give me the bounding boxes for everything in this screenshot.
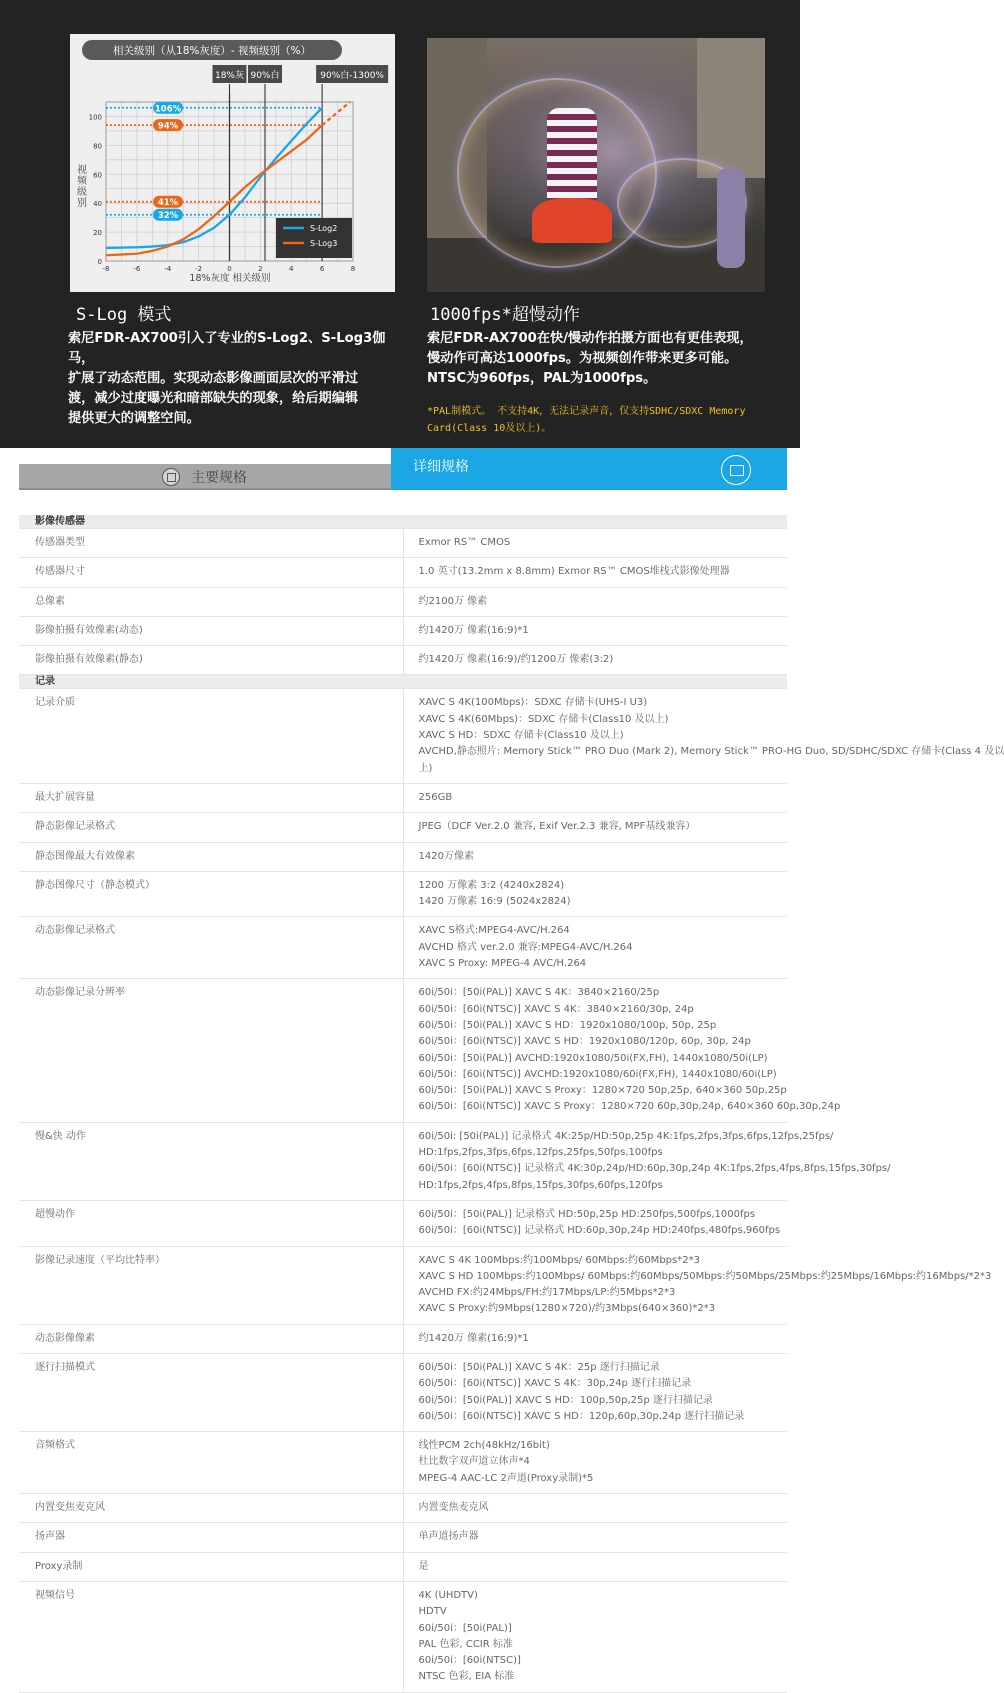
spec-value-line: AVCHD 格式 ver.2.0 兼容:MPEG4-AVC/H.264 <box>418 941 633 953</box>
spec-row <box>19 616 787 645</box>
tab-main-specs[interactable] <box>19 464 391 490</box>
footnote-line-2: Card(Class 10及以上)。 <box>427 423 552 434</box>
document-icon <box>721 455 751 485</box>
spec-value <box>403 587 787 616</box>
red-skirt <box>532 198 612 243</box>
y-tick-label: 20 <box>93 229 102 238</box>
bubble-photo <box>427 38 765 292</box>
spec-value <box>403 616 787 645</box>
spec-table <box>19 515 1004 1693</box>
spec-value-line: 60i/50i：[50i(PAL)] XAVC S 4K：25p 逐行扫描记录 <box>418 1361 660 1373</box>
spec-row <box>19 689 787 783</box>
slog-line-1: 索尼FDR-AX700引入了专业的S-Log2、S-Log3伽马， <box>68 331 386 366</box>
spec-table-body <box>19 515 1004 1692</box>
spec-value-line: 杜比数字双声道立体声*4 <box>418 1456 530 1468</box>
spec-label: 最大扩展容量 <box>19 783 403 812</box>
section-spacer <box>403 515 787 529</box>
spec-label: 传感器尺寸 <box>19 558 403 587</box>
section-title: 记录 <box>19 675 403 689</box>
spec-value-line: 60i/50i：[60i(NTSC)] <box>418 1655 521 1667</box>
spec-value-line: NTSC 色彩, EIA 标准 <box>418 1671 515 1683</box>
x-tick-label: -2 <box>195 265 203 273</box>
y-tick-label: 0 <box>97 258 102 266</box>
x-tick-label: 8 <box>350 265 356 273</box>
spec-value-line: AVCHD FX:约24Mbps/FH:约17Mbps/LP:约5Mbps*2*3 <box>418 1287 676 1299</box>
spec-value-line: 1.0 英寸(13.2mm x 8.8mm) Exmor RS™ CMOS堆栈式影像处理器 <box>418 566 730 578</box>
legend-label: S-Log2 <box>310 224 338 233</box>
spec-value-line: 60i/50i：[60i(NTSC)] XAVC S Proxy：1280×720 60p,30p,24p, 640×360 60p,30p,24p <box>418 1101 841 1113</box>
spec-value-line: 线性PCM 2ch(48kHz/16bit) <box>418 1440 550 1452</box>
spec-value <box>403 1581 787 1692</box>
spec-value-line: 256GB <box>418 791 453 803</box>
spec-value-line: 内置变焦麦克风 <box>418 1502 489 1514</box>
spec-value-line: 约1420万 像素(16:9)*1 <box>418 1332 529 1344</box>
spec-label: 动态影像记录分辨率 <box>19 979 403 1122</box>
section-spacer <box>403 675 787 689</box>
section-title: 影像传感器 <box>19 515 403 529</box>
spec-value-line: 60i/50i: [50i(PAL)] 记录格式 4K:25p/HD:50p,25p 4K:1fps,2fps,3fps,6fps,12fps,25fps/ <box>418 1130 834 1142</box>
spec-label: 内置变焦麦克风 <box>19 1494 403 1523</box>
y-tick-label: 80 <box>93 142 102 151</box>
spec-value <box>403 979 841 1122</box>
spec-row <box>19 1432 787 1494</box>
level-label: 41% <box>157 198 179 209</box>
spec-value-line: 1200 万像素 3:2 (4240x2824) <box>418 879 565 891</box>
level-label: 106% <box>154 104 182 115</box>
spec-value-line: XAVC S Proxy:约9Mbps(1280×720)/约3Mbps(640×360)*2*3 <box>418 1303 716 1315</box>
spec-row <box>19 842 787 871</box>
spec-value-line: XAVC S 4K(60Mbps)：SDXC 存储卡(Class10 及以上) <box>418 713 669 725</box>
legend-label: S-Log3 <box>310 239 338 248</box>
x-tick-label: 4 <box>289 265 294 273</box>
spec-label: 记录介质 <box>19 689 403 783</box>
tab-main-label: 主要规格 <box>191 470 247 486</box>
spec-value-line: 60i/50i：[60i(NTSC)] XAVC S 4K：30p,24p 逐行扫描记录 <box>418 1378 692 1390</box>
spec-value-line: 60i/50i：[60i(NTSC)] XAVC S HD：120p,60p,30p,24p 逐行扫描记录 <box>418 1410 745 1422</box>
spec-value <box>403 1200 787 1246</box>
spec-value-line: 60i/50i：[50i(PAL)] 记录格式 HD:50p,25p HD:250fps,500fps,1000fps <box>418 1208 756 1220</box>
spec-label: 动态影像记录格式 <box>19 917 403 979</box>
spec-value-line: 60i/50i：[50i(PAL)] XAVC S Proxy：1280×720 50p,25p, 640×360 50p,25p <box>418 1085 787 1097</box>
level-label: 32% <box>157 211 179 222</box>
x-tick-label: -8 <box>102 265 110 273</box>
man-figure <box>717 168 745 268</box>
spec-value-line: XAVC S HD 100Mbps:约100Mbps/ 60Mbps:约60Mbps/50Mbps:约50Mbps/25Mbps:约25Mbps/16Mbps:约16Mbps/*2*3 <box>418 1270 992 1282</box>
spec-row <box>19 813 787 842</box>
spec-value <box>403 689 1004 783</box>
spec-label: 总像素 <box>19 587 403 616</box>
spec-row <box>19 1552 787 1581</box>
slog-gamma-chart <box>70 34 395 292</box>
spec-value-line: 1420 万像素 16:9 (5024x2824) <box>418 896 571 908</box>
level-label: 94% <box>157 121 179 132</box>
spec-row <box>19 1122 787 1200</box>
spec-value <box>403 558 787 587</box>
spec-value-line: 约1420万 像素(16:9)/约1200万 像素(3:2) <box>418 654 614 666</box>
chart-title: 相关级别（从18%灰度）- 视频级别（%） <box>113 45 311 57</box>
spec-value-line: 1420万像素 <box>418 850 474 862</box>
spec-label: 影像拍摄有效像素(静态) <box>19 646 403 675</box>
spec-label: 传感器类型 <box>19 529 403 558</box>
spec-section-header <box>19 515 787 529</box>
slog-description <box>68 329 398 429</box>
chart-svg <box>70 34 395 292</box>
x-tick-label: -4 <box>164 265 172 273</box>
marker-label: 18%灰 <box>214 71 245 81</box>
spec-value-line: 60i/50i：[60i(NTSC)] XAVC S 4K：3840×2160/30p, 24p <box>418 1003 694 1015</box>
spec-row <box>19 871 787 917</box>
slog-line-2: 扩展了动态范围。实现动态影像画面层次的平滑过 <box>68 371 359 386</box>
spec-row <box>19 646 787 675</box>
spec-value-line: 60i/50i：[50i(PAL)] XAVC S 4K：3840×2160/25p <box>418 987 660 999</box>
spec-value-line: 4K (UHDTV) <box>418 1589 478 1601</box>
spec-label: 影像拍摄有效像素(动态) <box>19 616 403 645</box>
spec-value-line: HD:1fps,2fps,3fps,6fps,12fps,25fps,50fps,100fps <box>418 1147 663 1159</box>
spec-value-line: XAVC S HD：SDXC 存储卡(Class10 及以上) <box>418 730 624 742</box>
spec-value <box>403 842 787 871</box>
spec-row <box>19 1494 787 1523</box>
spec-row <box>19 1246 787 1324</box>
x-tick-label: -6 <box>133 265 141 273</box>
spec-row <box>19 979 787 1122</box>
spec-value <box>403 1552 787 1581</box>
spec-row <box>19 1523 787 1552</box>
slowmo-line-1: 索尼FDR-AX700在快/慢动作拍摄方面也有更佳表现， <box>427 331 753 346</box>
y-axis-label: 视频级别 <box>74 164 86 208</box>
spec-value-line: 单声道扬声器 <box>418 1531 479 1543</box>
footnote-line-1: *PAL制模式。 不支持4K，无法记录声音，仅支持SDHC/SDXC Memory <box>427 406 746 417</box>
spec-value-line: AVCHD,静态照片: Memory Stick™ PRO Duo (Mark 2), Memory Stick™ PRO-HG Duo, SD/SDHC/SDXC 存储卡(Class 4 及以 <box>418 746 1004 758</box>
slog-title: S-Log 模式 <box>76 305 172 325</box>
x-tick-label: 2 <box>258 265 263 273</box>
spec-value <box>403 783 787 812</box>
spec-value <box>403 1523 787 1552</box>
spec-value-line: MPEG-4 AAC-LC 2声道(Proxy录制)*5 <box>418 1472 594 1484</box>
spec-value-line: Exmor RS™ CMOS <box>418 537 511 548</box>
x-tick-label: 0 <box>227 265 232 273</box>
series-line-slog3-extension <box>322 102 350 125</box>
tab-detail-label: 详细规格 <box>413 459 469 475</box>
spec-value-line: 上) <box>418 762 433 774</box>
spec-value-line: XAVC S格式:MPEG4-AVC/H.264 <box>418 925 570 937</box>
spec-value-line: 60i/50i：[50i(PAL)] AVCHD:1920x1080/50i(FX,FH), 1440x1080/50i(LP) <box>418 1052 768 1064</box>
spec-label: 音频格式 <box>19 1432 403 1494</box>
spec-value-line: 60i/50i：[60i(NTSC)] XAVC S HD：1920x1080/120p, 60p, 30p, 24p <box>418 1036 751 1048</box>
slowmo-line-3: NTSC为960fps，PAL为1000fps。 <box>427 371 657 386</box>
spec-section-header <box>19 675 787 689</box>
spec-row <box>19 783 787 812</box>
spec-tabs <box>19 448 787 490</box>
spec-value-line: HDTV <box>418 1606 447 1618</box>
y-tick-label: 40 <box>93 200 102 209</box>
spec-row <box>19 1200 787 1246</box>
spec-value-line: XAVC S Proxy: MPEG-4 AVC/H.264 <box>418 958 587 970</box>
slowmo-title: 1000fps*超慢动作 <box>430 305 580 325</box>
spec-value <box>403 1122 891 1200</box>
spec-value <box>403 1494 787 1523</box>
spec-row <box>19 558 787 587</box>
slowmo-line-2: 慢动作可高达1000fps。为视频创作带来更多可能。 <box>427 351 738 366</box>
spec-label: 影像记录速度（平均比特率） <box>19 1246 403 1324</box>
spec-label: 扬声器 <box>19 1523 403 1552</box>
spec-label: 静态图像尺寸（静态模式） <box>19 871 403 917</box>
spec-value-line: 60i/50i：[50i(PAL)] <box>418 1622 512 1634</box>
spec-value-line: 60i/50i：[60i(NTSC)] 记录格式 4K:30p,24p/HD:60p,30p,24p 4K:1fps,2fps,4fps,8fps,15fps,30fps/ <box>418 1163 891 1175</box>
marker-label: 90%白 <box>250 71 280 81</box>
slowmo-footnote <box>427 403 792 437</box>
spec-value <box>403 529 787 558</box>
slog-line-4: 提供更大的调整空间。 <box>68 411 200 426</box>
spec-value-line: 60i/50i：[50i(PAL)] XAVC S HD：1920x1080/100p, 50p, 25p <box>418 1019 717 1031</box>
slog-line-3: 渡，减少过度曝光和暗部缺失的现象，给后期编辑 <box>68 391 359 406</box>
spec-value <box>403 1324 787 1353</box>
spec-value-line: 60i/50i：[60i(NTSC)] 记录格式 HD:60p,30p,24p HD:240fps,480fps,960fps <box>418 1225 781 1237</box>
spec-value <box>403 646 787 675</box>
spec-value-line: 60i/50i：[50i(PAL)] XAVC S HD：100p,50p,25p 逐行扫描记录 <box>418 1394 713 1406</box>
promo-section <box>0 0 800 448</box>
tab-detail-specs[interactable] <box>391 448 787 490</box>
y-tick-label: 100 <box>88 113 102 122</box>
spec-row <box>19 1581 787 1692</box>
spec-value-line: 约2100万 像素 <box>418 595 488 607</box>
spec-value-line: 是 <box>418 1560 429 1572</box>
spec-row <box>19 1353 787 1431</box>
spec-label: 慢&快 动作 <box>19 1122 403 1200</box>
spec-row <box>19 587 787 616</box>
spec-list-icon <box>162 468 180 486</box>
spec-label: Proxy录制 <box>19 1552 403 1581</box>
spec-label: 视频信号 <box>19 1581 403 1692</box>
spec-value <box>403 1246 992 1324</box>
spec-value <box>403 813 787 842</box>
slowmo-description <box>427 329 792 389</box>
spec-label: 动态影像像素 <box>19 1324 403 1353</box>
wall-right <box>697 38 765 178</box>
spec-value-line: HD:1fps,2fps,4fps,8fps,15fps,30fps,60fps,120fps <box>418 1179 663 1191</box>
x-axis-label: 18%灰度 相关级别 <box>189 273 271 284</box>
spec-value <box>403 1432 787 1494</box>
spec-value-line: XAVC S 4K 100Mbps:约100Mbps/ 60Mbps:约60Mbps*2*3 <box>418 1254 700 1266</box>
spec-value-line: XAVC S 4K(100Mbps)：SDXC 存储卡(UHS-I U3) <box>418 697 648 709</box>
spec-value-line: PAL 色彩, CCIR 标准 <box>418 1638 513 1650</box>
spec-value-line: 60i/50i：[60i(NTSC)] AVCHD:1920x1080/60i(FX,FH), 1440x1080/60i(LP) <box>418 1068 777 1080</box>
spec-value <box>403 917 787 979</box>
spec-row <box>19 1324 787 1353</box>
x-tick-label: 6 <box>319 265 325 273</box>
spec-label: 静态影像记录格式 <box>19 813 403 842</box>
spec-value-line: JPEG（DCF Ver.2.0 兼容, Exif Ver.2.3 兼容, MPF基线兼容） <box>418 821 696 833</box>
spec-row <box>19 529 787 558</box>
marker-label: 90%白-1300% <box>320 71 384 81</box>
spec-label: 逐行扫描模式 <box>19 1353 403 1431</box>
spec-value <box>403 1353 787 1431</box>
spec-value <box>403 871 787 917</box>
spec-row <box>19 917 787 979</box>
spec-label: 静态图像最大有效像素 <box>19 842 403 871</box>
spec-label: 超慢动作 <box>19 1200 403 1246</box>
spec-value-line: 约1420万 像素(16:9)*1 <box>418 624 529 636</box>
y-tick-label: 60 <box>93 171 102 180</box>
